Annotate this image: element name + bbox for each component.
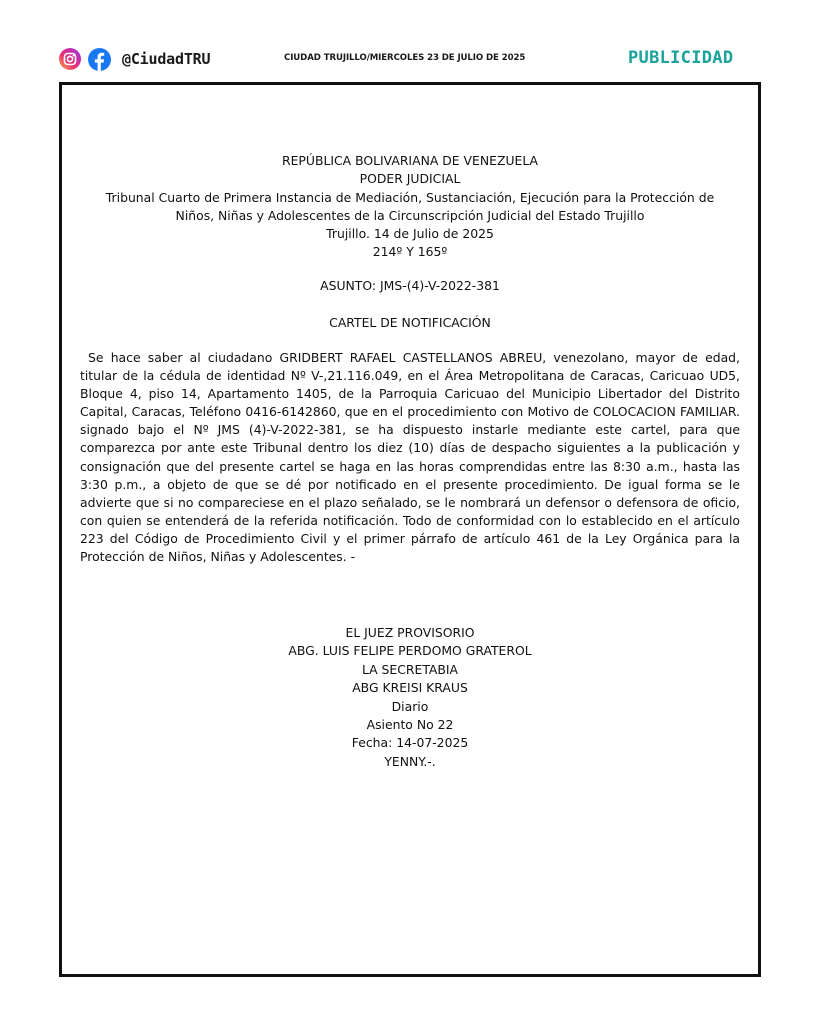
social-handle: @CiudadTRU (122, 50, 211, 68)
signature-line: Diario (391, 698, 429, 714)
facebook-icon[interactable] (88, 48, 111, 71)
case-number: ASUNTO: JMS-(4)-V-2022-381 (320, 278, 500, 293)
newspaper-dateline: CIUDAD TRUJILLO/MIERCOLES 23 DE JULIO DE 2025 (284, 53, 526, 63)
heading-line: Niños, Niñas y Adolescentes de la Circunscripción Judicial del Estado Trujillo (175, 207, 645, 223)
signature-line: Asiento No 22 (366, 717, 454, 733)
notice-frame (59, 82, 761, 977)
heading-line: Tribunal Cuarto de Primera Instancia de Mediación, Sustanciación, Ejecución para la Protección de (105, 189, 715, 205)
signature-block (62, 624, 758, 771)
signature-line: YENNY.-. (384, 753, 436, 769)
instagram-icon[interactable] (59, 48, 81, 70)
page-header (0, 0, 819, 80)
publicidad-label: PUBLICIDAD (628, 48, 734, 68)
heading-line: 214º Y 165º (372, 244, 448, 260)
heading-line: Trujillo. 14 de Julio de 2025 (326, 226, 494, 242)
notice-heading (62, 152, 758, 262)
signature-line: ABG. LUIS FELIPE PERDOMO GRATEROL (288, 643, 532, 659)
notice-title: CARTEL DE NOTIFICACIÓN (329, 315, 491, 330)
signature-line: LA SECRETABIA (361, 661, 459, 677)
heading-line: PODER JUDICIAL (359, 171, 461, 187)
notice-body: Se hace saber al ciudadano GRIDBERT RAFAEL CASTELLANOS ABREU, venezolano, mayor de edad, titular de la cédula de identidad Nº V-,21.116.049, en el Área Metropolitana de Caracas, Caricuao UD5, Bloque 4, piso 14, Apartamento 1405, de la Parroquia Caricuao del Municipio Libertador del Distrito Capital, Caracas, Teléfono 0416-6142860, que en el procedimiento con Motivo de COLOCACION FAMILIAR. signado bajo el Nº JMS (4)-V-2022-381, se ha dispuesto instarle mediante este cartel, para que comparezca por ante este Tribunal dentro los diez (10) días de despacho siguientes a la publicación y consignación que del presente cartel se haga en las horas comprendidas entre las 8:30 a.m., hasta las 3:30 p.m., a objeto de que se dé por notificado en el presente procedimiento. De igual forma se le advierte que si no compareciese en el plazo señalado, se le nombrará un defensor o defensora de oficio, con quien se entenderá de la referida notificación. Todo de conformidad con lo establecido en el artículo 223 del Código de Procedimiento Civil y el primer párrafo de artículo 461 de la Ley Orgánica para la Protección de Niños, Niñas y Adolescentes. - (80, 350, 740, 565)
signature-line: EL JUEZ PROVISORIO (345, 625, 475, 640)
signature-line: ABG KREISI KRAUS (352, 680, 468, 696)
signature-line: Fecha: 14-07-2025 (351, 735, 469, 751)
heading-line: REPÚBLICA BOLIVARIANA DE VENEZUELA (281, 153, 539, 168)
